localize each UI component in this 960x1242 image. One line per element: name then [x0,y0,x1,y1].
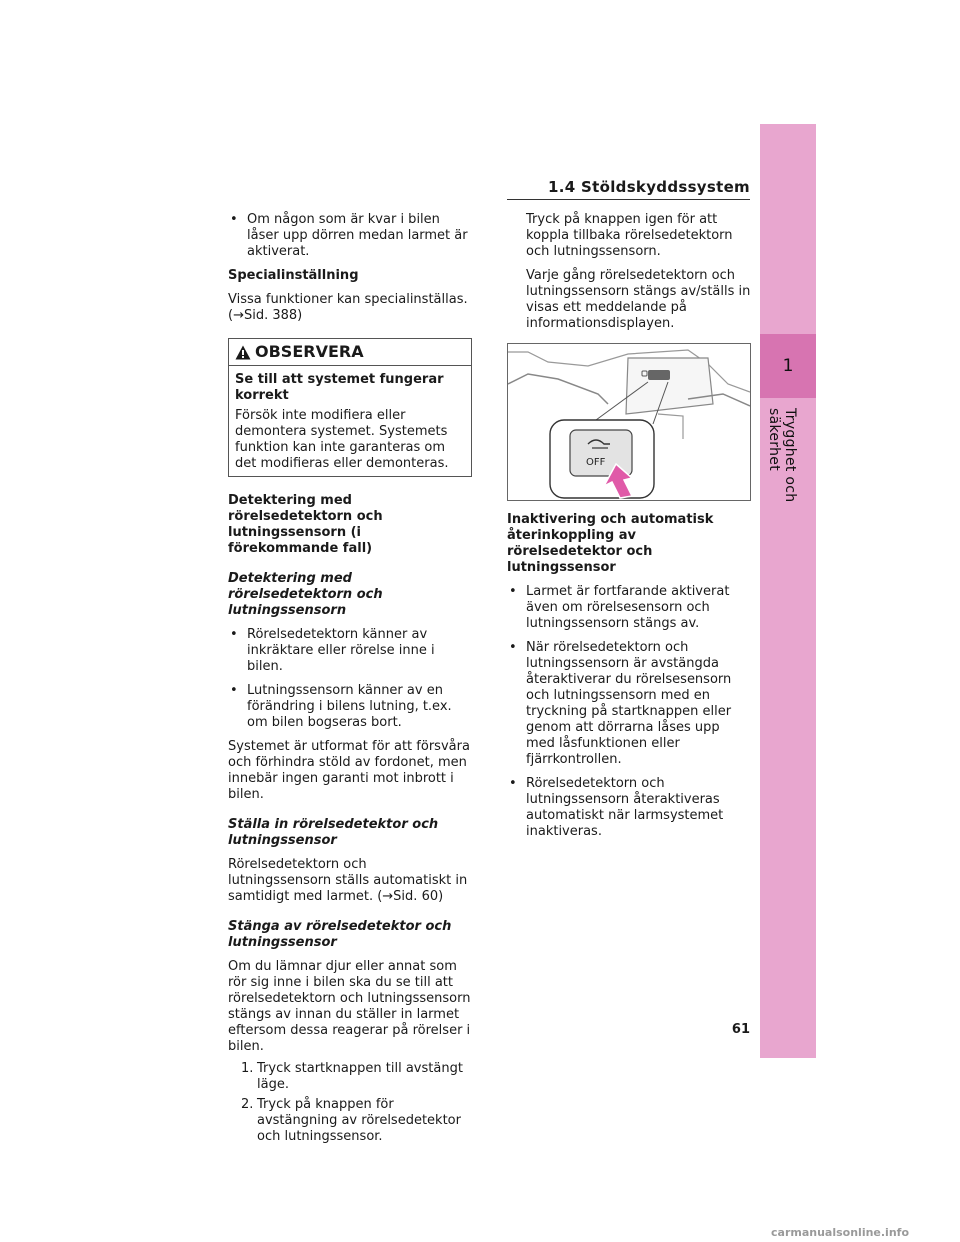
subsection-heading: Ställa in rörelsedetektor och lutningssensor [228,817,439,848]
paragraph: Om du lämnar djur eller annat som rör sig inne i bilen ska du se till att rörelsedetektorn och lutningssensorn stängs av innan du ställer in larmet eftersom dessa reagerar på rörelser i bilen. [228,959,471,1054]
warning-icon [235,345,251,360]
off-label: OFF [586,457,606,468]
paragraph: Systemet är utformat för att försvåra och förhindra stöld av fordonet, men innebär ingen garanti mot inbrott i bilen. [228,739,470,802]
special-text: Vissa funktioner kan specialinställas. (→Sid. 388) [228,292,468,323]
step-item [228,1097,472,1145]
step-item [228,1061,472,1093]
list-item: • Rörelsedetektorn känner av inkräktare eller rörelse inne i bilen. [228,627,472,675]
list-item: • När rörelsedetektorn och lutningssensorn är avstängda återaktiverar du rörelsesensorn och lutningssensorn med en tryckning på startknappen eller genom att dörrarna låses upp med låsfunktionen eller fjärrkontrollen. [507,640,752,768]
list-item: • Rörelsedetektorn och lutningssensorn återaktiveras automatiskt när larmsystemet inaktiveras. [507,776,752,840]
list-item: • Lutningssensorn känner av en förändring i bilens lutning, t.ex. om bilen bogseras bort. [228,683,472,731]
right-column-bottom [507,512,752,848]
section-heading: Inaktivering och automatisk återinkoppling av rörelsedetektor och lutningssensor [507,512,714,575]
paragraph: Rörelsedetektorn och lutningssensorn ställs automatiskt in samtidigt med larmet. (→Sid. 60) [228,857,468,904]
overhead-console-illustration [508,344,750,500]
subsection-heading: Detektering med rörelsedetektorn och lutningssensorn [228,571,383,618]
warning-text: Försök inte modifiera eller demontera systemet. Systemets funktion kan inte garanteras om det modifieras eller demonteras. [235,408,449,471]
warning-header [229,339,471,366]
header-divider [507,199,750,200]
chapter-number: 1 [760,334,816,398]
section-title: 1.4 Stöldskyddssystem [548,178,750,196]
step-text: Tryck startknappen till avstängt läge. [257,1061,463,1092]
paragraph: Varje gång rörelsedetektorn och lutningssensorn stängs av/ställs in visas ett meddelande på informationsdisplayen. [526,268,751,331]
step-number: 1. [241,1061,254,1076]
left-column [228,212,472,1149]
paragraph: Tryck på knappen igen för att koppla tillbaka rörelsedetektorn och lutningssensorn. [526,212,733,259]
chapter-tab [760,124,816,1058]
figure-button-illustration [507,343,751,501]
page-number: 61 [731,1022,750,1037]
chapter-label: Trygghet och säkerhet [766,408,798,503]
warning-title: OBSERVERA [255,342,364,361]
watermark-text: carmanualsonline.info [771,1226,909,1239]
warning-body [229,366,471,476]
list-item: • Om någon som är kvar i bilen låser upp dörren medan larmet är aktiverat. [228,212,472,260]
section-heading: Detektering med rörelsedetektorn och lutningssensorn (i förekommande fall) [228,493,383,556]
step-number: 2. [241,1097,254,1112]
right-column-top [526,212,752,340]
list-item: • Larmet är fortfarande aktiverat även om rörelsesensorn och lutningssensorn stängs av. [507,584,752,632]
subsection-heading: Stänga av rörelsedetektor och lutningssensor [228,919,452,950]
warning-box [228,338,472,477]
switch-icon [648,370,670,380]
warning-subtitle: Se till att systemet fungerar korrekt [235,372,444,403]
step-text: Tryck på knappen för avstängning av rörelsedetektor och lutningssensor. [257,1097,461,1144]
special-heading: Specialinställning [228,268,359,283]
